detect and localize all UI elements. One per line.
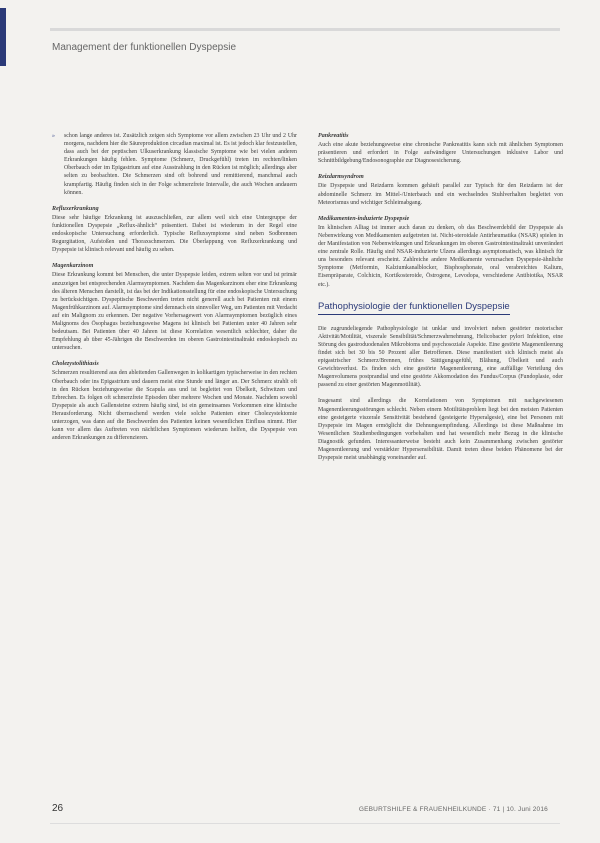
bullet-icon: » — [52, 133, 55, 139]
page-number: 26 — [52, 803, 64, 814]
patho-paragraph-1: Die zugrundeliegende Pathophysiologie ist unklar und involviert neben gestörter motorischer Aktivität/Motilität, viszerale Sensibilität/Schmerzwahrnehmung, Helicobacter pylori Infektion, eine Störung des gastroduodenalen Mikrobioms und psychosoziale Aspekte. Eine gestörte Magenentleerung findet sich bei 30 bis 50 Prozent aller Betroffenen. Diese manifestiert sich klinisch meist als epigastrischer Schmerz/Brennen, frühes Sättigungsgefühl, Blähung, Übelkeit und auch Gewichtsverlust. Es finden sich eine gestörte Magenentleerung, eine auffällige Verteilung des Magenvolumens postprandial und eine gestörte Akkomodation des Fundus/Corpus (Fundoplasie, oder passend zu einer gestörten Magenmotilität). — [318, 325, 563, 389]
chole-subheading: Cholezystolithiasis — [52, 361, 99, 368]
reflux-paragraph: Diese sehr häufige Erkrankung ist auszuschließen, zur allem weil sich eine Untergruppe der funktionellen Dyspepsie „Reflux-ähnlich“ präsentiert. Dabei ist wiederum in der Regel eine endoskopische Untersuchung erforderlich. Typische Refluxsymptome sind neben Sodbrennen Regurgitation, Aufstoßen und Thoraxschmerzen. Die Überlappung von Refluxerkrankung und Dyspepsie ist klinisch relevant und häufig zu sehen. — [52, 214, 297, 254]
magen-paragraph: Diese Erkrankung kommt bei Menschen, die unter Dyspepsie leiden, extrem selten vor und ist primär anzuzeigen bei entsprechenden Alarmsymptomen. Nachdem das Magenkarzinom eher eine Erkrankung des älteren Menschen darstellt, ist das bei der Indikationsstellung für eine endoskopische Untersuchung zu berücksichtigen. Dyspeptische Beschwerden treten nicht generell auch bei Patienten mit einem Magenfrühkarzinom auf. Alarmsymptome sind demnach ein sinnvoller Weg, um Patienten mit Verdacht auf ein Malignom zu erkennen. Der negative Vorhersagewert von Alarmsymptomen bezüglich eines Malignoms des Ösophagus beziehungsweise Magens ist klinisch bei Patienten unter 40 Jahren sehr bedeutsam. Bei Patienten über 40 Jahren ist diese Korrelation wesentlich schlechter, daher die Empfehlung ab über 45-Jährigen die Beschwerden im oberen Gastrointestinaltrakt endoskopisch zu untersuchen. — [52, 272, 297, 352]
pankreas-subheading: Pankreatitis — [318, 133, 349, 139]
section-heading: Pathophysiologie der funktionellen Dyspepsie — [318, 303, 510, 315]
journal-footer: GEBURTSHILFE & FRAUENHEILKUNDE · 71 | 10. Juni 2016 — [358, 806, 548, 813]
intro-paragraph — [52, 132, 297, 197]
med-subheading: Medikamenten-induzierte Dyspepsie — [318, 215, 410, 222]
patho-paragraph-2: Insgesamt sind allerdings die Korrelationen von Symptomen mit nachgewiesenen Magenentleerungsstörungen schlecht. Neben einem Motilitätsproblem liegt bei den meisten Patienten eine gesteigerte viszerale Sensitivität bestehend (gesteigerte Hyperalgesie), eine bei Personen mit Dyspepsie im Magen ermöglicht die Dehnungsempfindung. Allerdings ist diese Maßnahme im Wesentlichen Studienbedingungen vorbehalten und hat wesentlich mehr Bezug in die klinische Diagnostik gefunden. Interessanterweise besteht auch kein Zusammenhang zwischen gestörter Magenentleerung und verstärkter Hypersensibilität. Damit treten diese beiden Phänomene bei der Dyspepsie meist unabhängig voneinander auf. — [318, 398, 563, 462]
left-column — [52, 132, 297, 450]
footer-rule — [50, 823, 560, 824]
reizdarm-paragraph: Die Dyspepsie und Reizdarm kommen gehäuft parallel zur Typisch für den Reizdarm ist der abdominelle Schmerz im Mittel-/Unterbauch und ein wechselndes Stuhlverhalten begleitet von Meteorismus und wichtiger Schleimabgang. — [318, 183, 563, 206]
reizdarm-subheading: Reizdarmsyndrom — [318, 174, 364, 181]
page-edge-marker — [0, 8, 6, 66]
right-column — [318, 132, 563, 470]
pankreas-paragraph: Auch eine akute beziehungsweise eine chronische Pankreatitis kann sich mit ähnlichen Symptomen präsentieren und erfordert in Folge aufwändigere Untersuchungen inklusive Labor und Schnittbildgebung/Endosonographie zur Diagnosesicherung. — [318, 142, 563, 165]
reflux-subheading: Refluxerkrankung — [52, 205, 99, 212]
chole-paragraph: Schmerzen resultierend aus den ableitenden Gallenwegen in kolikartigen typischerweise in den rechten Oberbauch oder ins Epigastrium und dauern meist eine Stunde und länger an. Der Schmerz strahlt oft in den Rücken beziehungsweise die Scapula aus und ist begleitet von Übelkeit, Schwitzen und Erbrechen. Es folgen oft schmerzfreie Episoden über mehrere Wochen und Monate. Nachdem sowohl Dyspepsie als auch Gallensteine extrem häufig sind, ist ein gemeinsames Vorkommen eine klinische Herausforderung. Nicht überraschend werden viele solche Patienten einer Cholezystektomie unterzogen, was dann auf die Beschwerden des Patienten keinen wesentlichen Einfluss nimmt. Hier kann vor allem das Auftreten von nächtlichen Symptomen wiederum helfen, die Dyspepsie von anderen Erkrankungen zu differenzieren. — [52, 370, 297, 442]
header-rule — [50, 28, 560, 31]
running-header: Management der funktionellen Dyspepsie — [52, 42, 236, 53]
med-paragraph: Im klinischen Alltag ist immer auch daran zu denken, ob das Beschwerdebild der Dyspepsie als Nebenwirkung von Medikamenten aufgetreten ist. Nicht-steroidale Antirheumatika (NSAR) spielen in der Manifestation von Nebenwirkungen und Erkrankungen im oberen Gastrointestinaltrakt unverändert eine zentrale Rolle. Häufig sind NSAR-induzierte Ulzera allerdings asymptomatisch, was klinisch für uns besonders relevant erscheint. Zahlreiche andere Medikamente verursachen Dyspepsie-ähnliche Symptome (Metformin, Kalziumkanalblocker, Bisphosphonate, oral verabreichtes Kalium, Eisenpräparate, Colchicin, Kortikosteroide, Östrogene, Levodopa, verschiedene Antibiotika, NSAR etc.). — [318, 224, 563, 288]
intro-text: schon lange anderes ist. Zusätzlich zeigen sich Symptome vor allem zwischen 23 Uhr und 2 Uhr morgens, nachdem hier die Säureproduktion circadian maximal ist. Es ist jedoch klar festzustellen, dass auch bei der peptischen Ulkuserkrankung klassische Symptome wie bei vielen anderen Erkrankungen häufig fehlen. Symptome (Schmerz, Druckgefühl) treten im rechten/linken Oberbauch oder im Epigastrium auf eine Ausstrahlung in den Rücken ist möglich; allerdings aber selten zu beobachten. Die Schmerzen sind oft bohrend und remittierend, manchmal auch krampfartig. Häufig finden sich in der Folge schmerzfreie Intervalle, die auch Wochen andauern können. — [64, 133, 297, 196]
magen-subheading: Magenkarzinom — [52, 263, 94, 270]
